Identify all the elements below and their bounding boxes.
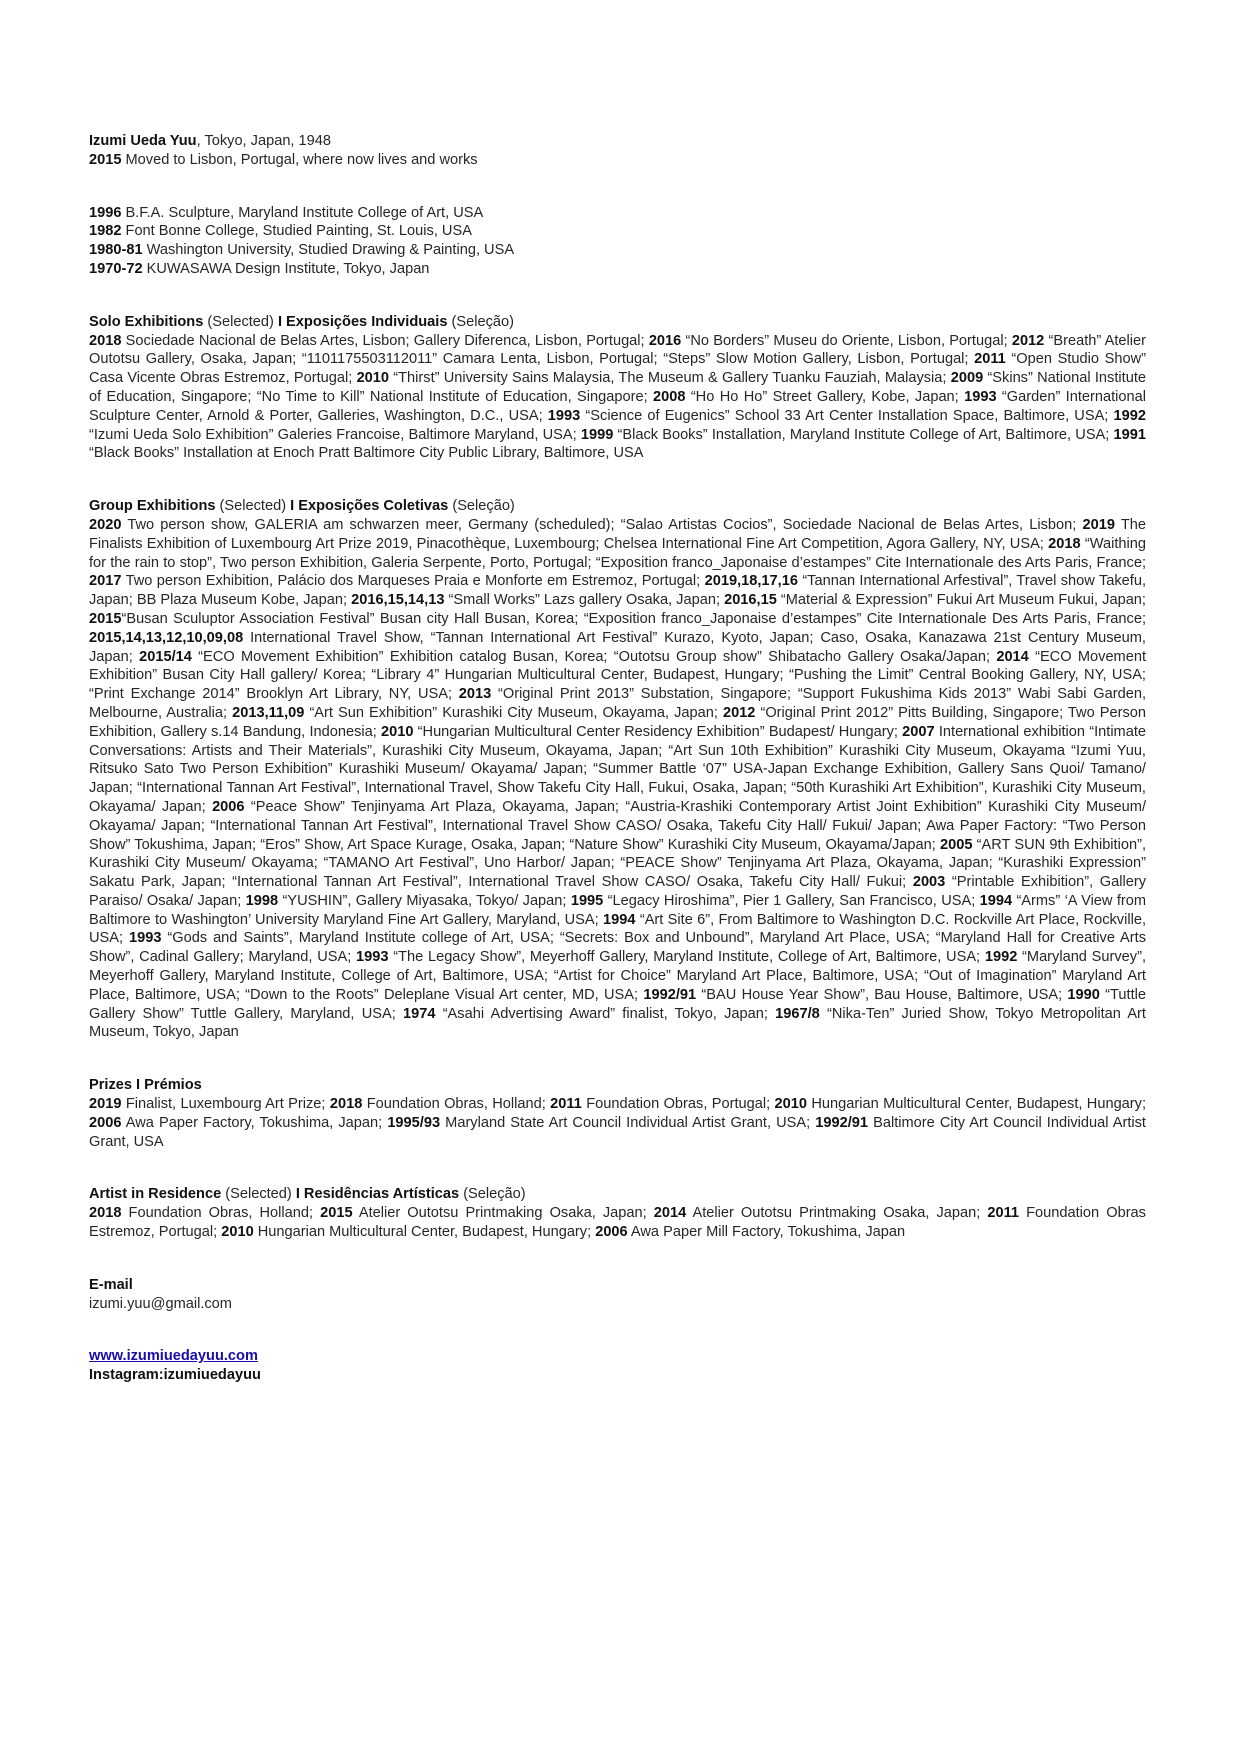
entry-year: 2014 [996, 648, 1029, 665]
entry-text: Awa Paper Mill Factory, Tokushima, Japan [627, 1224, 906, 1241]
entry-year: 2020 [89, 516, 122, 533]
entry-year: 2015 [89, 610, 122, 627]
entry-text: The Finalists Exhibition of Luxembourg Art Prize 2019, Pinacothèque, Luxembourg; Chelsea International Fine Art Competition, Agora Gallery, NY, USA; [89, 516, 1146, 552]
residence-list [89, 1204, 1146, 1242]
entry-text: “Tuttle Gallery Show” Tuttle Gallery, Maryland, USA; [89, 986, 1146, 1022]
entry-text: Atelier Outotsu Printmaking Osaka, Japan; [352, 1205, 654, 1222]
heading-selected-en: (Selected) [221, 1186, 296, 1203]
entry-text: “No Borders” Museu do Oriente, Lisbon, Portugal; [681, 332, 1012, 349]
email-label-text: E-mail [89, 1276, 133, 1293]
education-text: Font Bonne College, Studied Painting, St. Louis, USA [121, 223, 472, 240]
entry-year: 2011 [974, 351, 1006, 368]
cv-document [89, 132, 1146, 1385]
entry-year: 2010 [774, 1096, 807, 1113]
entry-text: Foundation Obras, Portugal; [581, 1096, 775, 1113]
entry-text: “Black Books” Installation at Enoch Pratt Baltimore City Public Library, Baltimore, USA [89, 445, 644, 462]
instagram-handle[interactable]: Instagram:izumiuedayuu [89, 1367, 261, 1384]
entry-year: 2015,14,13,12,10,09,08 [89, 629, 244, 646]
entry-year: 1995 [570, 892, 604, 909]
entry-text: “Tannan International Arfestival”, Travel show Takefu, Japan; BB Plaza Museum Kobe, Japan; [89, 573, 1146, 609]
prizes-list [89, 1095, 1146, 1151]
section-heading [89, 497, 1146, 516]
entry-text: “Izumi Ueda Solo Exhibition” Galeries Francoise, Baltimore Maryland, USA; [89, 426, 581, 443]
entry-year: 1992 [984, 949, 1018, 966]
entry-year: 2010 [356, 370, 390, 387]
heading-selected-en: (Selected) [215, 498, 291, 515]
entry-text: Maryland State Art Council Individual Artist Grant, USA; [440, 1114, 816, 1131]
entry-text: “Waithing for the rain to stop”, Two person Exhibition, Galeria Serpente, Porto, Portugal; “Exposition franco_Japonaise d’estampes” Cite Internationale des Arts Paris, France; [89, 535, 1146, 571]
education-item [89, 204, 1146, 223]
entry-text: “ECO Movement Exhibition” Exhibition catalog Busan, Korea; “Outotsu Group show” Shibatacho Gallery Osaka/Japan; [191, 648, 997, 665]
section-heading [89, 1076, 1146, 1095]
entry-text: “Ho Ho Ho” Street Gallery, Kobe, Japan; [685, 388, 965, 405]
entry-text: “The Legacy Show”, Meyerhoff Gallery, Maryland Institute, College of Art, Baltimore, USA; [388, 949, 985, 966]
entry-text: “Black Books” Installation, Maryland Institute College of Art, Baltimore, USA; [613, 426, 1114, 443]
education-year: 1980-81 [89, 242, 143, 259]
entry-text: Hungarian Multicultural Center, Budapest, Hungary; [253, 1224, 596, 1241]
entry-year: 2018 [89, 1205, 122, 1222]
entry-text: “BAU House Year Show”, Bau House, Baltimore, USA; [696, 986, 1068, 1003]
heading-selected-pt: (Seleção) [448, 498, 515, 515]
entry-text: “Science of Eugenics” School 33 Art Center Installation Space, Baltimore, USA; [580, 407, 1114, 424]
entry-year: 2012 [1011, 332, 1045, 349]
entry-text: “Thirst” University Sains Malaysia, The Museum & Gallery Tuanku Fauziah, Malaysia; [389, 370, 951, 387]
entry-year: 1995/93 [387, 1114, 441, 1131]
entry-year: 2018 [329, 1096, 363, 1113]
entry-text: International Travel Show, “Tannan International Art Festival” Kurazo, Kyoto, Japan; Caso, Osaka, Kanazawa 21st Century Museum, Japan; [89, 629, 1146, 665]
website-link[interactable]: www.izumiuedayuu.com [89, 1348, 258, 1365]
entry-year: 2015 [320, 1205, 353, 1222]
entry-year: 1994 [603, 911, 636, 928]
entry-text: Two person Exhibition, Palácio dos Marqueses Praia e Monforte em Estremoz, Portugal; [121, 573, 705, 590]
entry-text: Awa Paper Factory, Tokushima, Japan; [121, 1114, 388, 1131]
entry-text: Foundation Obras Estremoz, Portugal; [89, 1205, 1146, 1241]
entry-year: 2016,15,14,13 [351, 592, 445, 609]
entry-year: 2013,11,09 [232, 704, 305, 721]
email-address[interactable]: izumi.yuu@gmail.com [89, 1295, 232, 1312]
entry-text: Baltimore City Art Council Individual Artist Grant, USA [89, 1114, 1146, 1150]
links-section [89, 1347, 1146, 1385]
entry-text: “Maryland Survey”, Meyerhoff Gallery, Maryland Institute, College of Art, Baltimore, USA; “Artist for Choice” Maryland Art Place, Baltimore, USA; “Out of Imagination” Maryland Art Place, Baltimore, USA; “Down to the Roots” Deleplane Visual Art center, MD, USA; [89, 949, 1146, 1003]
heading-selected-pt: (Seleção) [447, 313, 514, 330]
entry-year: 2003 [912, 874, 946, 891]
entry-year: 2006 [89, 1114, 122, 1131]
entry-year: 2011 [550, 1096, 582, 1113]
heading-selected-en: (Selected) [203, 313, 278, 330]
entry-text: “Art Sun Exhibition” Kurashiki City Museum, Okayama, Japan; [304, 704, 723, 721]
heading-en: Group Exhibitions [89, 498, 216, 515]
entry-text: “Printable Exhibition”, Gallery Paraiso/ Osaka/ Japan; [89, 874, 1146, 909]
entry-year: 1992 [1113, 407, 1146, 424]
entry-year: 1992/91 [815, 1114, 869, 1131]
entry-text: “Asahi Advertising Award” finalist, Tokyo, Japan; [435, 1005, 776, 1022]
entry-text: “YUSHIN”, Gallery Miyasaka, Tokyo/ Japan; [278, 892, 571, 909]
heading-en: Solo Exhibitions [89, 313, 204, 330]
entry-year: 2006 [595, 1224, 628, 1241]
entry-text: “Nika-Ten” Juried Show, Tokyo Metropolitan Art Museum, Tokyo, Japan [89, 1005, 1146, 1041]
entry-year: 2014 [653, 1205, 687, 1222]
residence-section [89, 1185, 1146, 1241]
entry-text: “Busan Sculuptor Association Festival” Busan city Hall Busan, Korea; “Exposition franco_Japonaise d’estampes” Cite Internationale Des Arts Paris, France; [121, 610, 1146, 627]
entry-text: “Art Site 6”, From Baltimore to Washington D.C. Rockville Art Place, Rockville, USA; [89, 911, 1146, 947]
section-heading [89, 313, 1146, 332]
entry-year: 2017 [89, 573, 122, 590]
education-item [89, 241, 1146, 260]
entry-year: 2018 [1048, 535, 1081, 552]
moved-year: 2015 [89, 151, 122, 168]
artist-name: Izumi Ueda Yuu [89, 133, 197, 149]
entry-text: Hungarian Multicultural Center, Budapest, Hungary; [807, 1096, 1147, 1113]
entry-year: 1998 [245, 892, 279, 909]
entry-text: “ECO Movement Exhibition” Busan City Hall gallery/ Korea; “Library 4” Hungarian Multicultural Center, Budapest, Hungary; “Pushing the Limit” Central Booking Gallery, NY, USA; “Print Exchange 2014” Brooklyn Art Library, NY, USA; [89, 648, 1147, 703]
entry-text: Atelier Outotsu Printmaking Osaka, Japan; [686, 1205, 988, 1222]
entry-text: International exhibition “Intimate Conversations: Artists and Their Materials”, Kurashiki City Museum, Okayama, Japan; “Art Sun 10th Exhibition” Kurashiki City Museum, Okayama “Izumi Yuu, Ritsuko Sato Two Person Exhibition” Kurashiki Museum/ Okayama/ Japan; “Summer Battle ‘07” USA-Japan Exchange Exhibition, Gallery Sans Quoi/ Tamano/ Japan; “International Tannan Art Festival”, International Travel, Show Takefu City Hall, Fukui, Osaka, Japan; “50th Kurashiki Art Exhibition”, Kurashiki City Museum, Okayama/ Japan; [89, 723, 1147, 815]
heading-en: Prizes I Prémios [89, 1077, 202, 1094]
heading-pt: I Residências Artísticas [295, 1186, 460, 1203]
entry-text: “Legacy Hiroshima”, Pier 1 Gallery, San Francisco, USA; [603, 892, 980, 909]
entry-text: “ART SUN 9th Exhibition”, Kurashiki City Museum/ Okayama; “TAMANO Art Festival”, Uno Harbor/ Japan; “PEACE Show” Tenjinyama Art Plaza, Okayama, Japan; “Kurashiki Expression” Sakatu Park, Japan; “International Tannan Art Festival”, International Travel Show CASO/ Osaka, Takefu City Hall/ Fukui; [89, 836, 1146, 891]
entry-year: 1990 [1067, 986, 1100, 1003]
heading-selected-pt: (Seleção) [459, 1186, 526, 1203]
entry-year: 1991 [1113, 426, 1146, 443]
education-text: B.F.A. Sculpture, Maryland Institute College of Art, USA [121, 204, 484, 221]
entry-year: 2013 [458, 686, 492, 703]
section-heading [89, 1185, 1146, 1204]
entry-year: 1974 [403, 1005, 436, 1022]
entry-year: 2008 [653, 388, 686, 405]
entry-text: “Original Print 2012” Pitts Building, Singapore; Two Person Exhibition, Gallery s.14 Bandung, Indonesia; [89, 704, 1146, 740]
birth-info: , Tokyo, Japan, 1948 [196, 133, 332, 149]
prizes-section [89, 1076, 1146, 1151]
entry-year: 2010 [381, 723, 414, 740]
header-section [89, 132, 1146, 170]
solo-exhibitions-section [89, 313, 1146, 463]
entry-text: “Gods and Saints”, Maryland Institute college of Art, USA; “Secrets: Box and Unbound”, Maryland Art Place, USA; “Maryland Hall for Creative Arts Show”, Cadinal Gallery; Maryland, USA; [89, 930, 1147, 966]
email-section [89, 1276, 1146, 1314]
artist-line [89, 132, 1146, 151]
entry-year: 2015/14 [139, 648, 192, 665]
education-text: Washington University, Studied Drawing & Painting, USA [142, 242, 515, 259]
solo-exhibitions-list [89, 332, 1146, 464]
entry-text: “Hungarian Multicultural Center Residency Exhibition” Budapest/ Hungary; [413, 723, 903, 740]
entry-year: 2005 [940, 836, 973, 853]
entry-year: 1993 [129, 930, 162, 947]
entry-year: 2019,18,17,16 [704, 573, 798, 590]
education-year: 1996 [89, 204, 122, 221]
entry-text: Finalist, Luxembourg Art Prize; [121, 1096, 330, 1113]
entry-year: 2019 [89, 1096, 122, 1113]
entry-text: “Small Works” Lazs gallery Osaka, Japan; [444, 592, 725, 609]
entry-year: 2016,15 [724, 592, 777, 609]
entry-year: 1994 [979, 892, 1013, 909]
heading-en: Artist in Residence [89, 1186, 222, 1203]
entry-text: “Original Print 2013” Substation, Singapore; “Support Fukushima Kids 2013” Wabi Sabi Garden, Melbourne, Australia; [89, 686, 1146, 721]
instagram-line [89, 1366, 1146, 1385]
group-exhibitions-section [89, 497, 1146, 1042]
heading-pt: I Exposições Coletivas [290, 498, 449, 515]
education-item [89, 222, 1146, 241]
entry-year: 2007 [902, 723, 935, 740]
entry-year: 2010 [221, 1224, 254, 1241]
moved-line [89, 151, 1146, 170]
entry-year: 2012 [722, 704, 756, 721]
entry-year: 2009 [950, 370, 984, 387]
entry-text: Sociedade Nacional de Belas Artes, Lisbon; Gallery Diferenca, Lisbon, Portugal; [121, 332, 649, 349]
entry-year: 2018 [89, 332, 122, 349]
entry-year: 1992/91 [643, 986, 697, 1003]
entry-text: “Breath” Atelier Outotsu Gallery, Osaka, Japan; “1101175503112011” Camara Lenta, Lisbon, Portugal; “Steps” Slow Motion Gallery, Lisbon, Portugal; [89, 332, 1146, 368]
heading-pt: I Exposições Individuais [277, 313, 448, 330]
email-label [89, 1276, 1146, 1295]
education-item [89, 260, 1146, 279]
entry-text: Two person show, GALERIA am schwarzen meer, Germany (scheduled); “Salao Artistas Cocios”, Sociedade Nacional de Belas Artes, Lisbon; [121, 516, 1083, 533]
entry-text: “Open Studio Show” Casa Vicente Obras Estremoz, Portugal; [89, 351, 1146, 387]
entry-year: 2011 [987, 1205, 1020, 1222]
entry-year: 1993 [547, 407, 581, 424]
entry-text: “Arms” ‘A View from Baltimore to Washington’ University Maryland Fine Art Gallery, Maryland, USA; [89, 892, 1147, 928]
entry-text: “Skins” National Institute of Education, Singapore; “No Time to Kill” National Institute of Education, Singapore; [89, 370, 1146, 405]
education-year: 1982 [89, 223, 122, 240]
moved-text: Moved to Lisbon, Portugal, where now lives and works [121, 151, 478, 168]
entry-text: “Peace Show” Tenjinyama Art Plaza, Okayama, Japan; “Austria-Krashiki Contemporary Artist Joint Exhibition” Kurashiki City Museum/ Okayama/ Japan; “International Tannan Art Festival”, International Travel Show CASO/ Osaka, Takefu City Hall/ Fukui/ Japan; Awa Paper Factory: “Two Person Show” Tokushima, Japan; “Eros” Show, Art Space Kurage, Osaka, Japan; “Nature Show” Kurashiki City Museum, Okayama/Japan; [89, 798, 1146, 853]
entry-text: Foundation Obras, Holland; [362, 1096, 551, 1113]
website-line [89, 1347, 1146, 1366]
entry-year: 1993 [964, 388, 997, 405]
entry-text: “Material & Expression” Fukui Art Museum Fukui, Japan; [776, 592, 1146, 609]
entry-year: 1999 [580, 426, 614, 443]
entry-year: 2019 [1082, 516, 1115, 533]
entry-year: 2006 [212, 798, 245, 815]
entry-year: 2016 [648, 332, 682, 349]
education-text: KUWASAWA Design Institute, Tokyo, Japan [142, 260, 430, 277]
entry-year: 1993 [356, 949, 389, 966]
entry-text: “Garden” International Sculpture Center, Arnold & Porter, Galleries, Washington, D.C., USA; [89, 388, 1146, 424]
education-year: 1970-72 [89, 260, 143, 277]
entry-year: 1967/8 [775, 1005, 820, 1022]
education-section [89, 204, 1146, 279]
group-exhibitions-list [89, 516, 1146, 1042]
entry-text: Foundation Obras, Holland; [121, 1205, 321, 1222]
